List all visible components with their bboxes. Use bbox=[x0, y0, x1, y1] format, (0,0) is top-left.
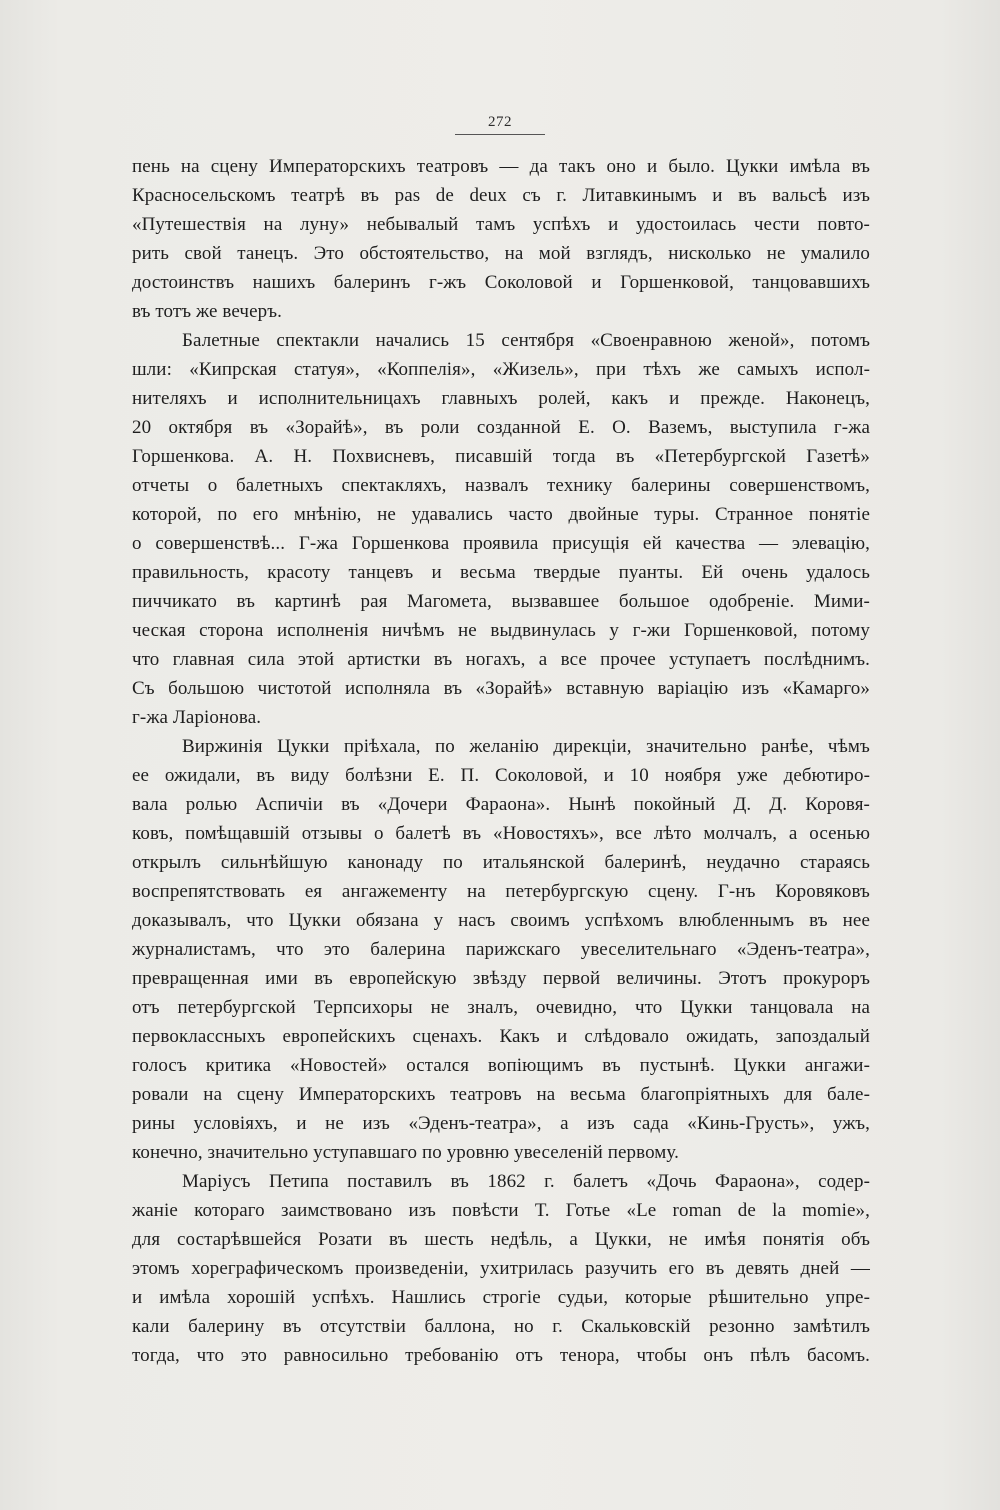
text-line: ковъ, помѣщавшій отзывы о балетѣ въ «Новостяхъ», все лѣто молчалъ, а осенью bbox=[132, 823, 870, 844]
text-line: достоинствъ нашихъ балеринъ г-жъ Соколовой и Горшенковой, танцовавшихъ bbox=[132, 272, 870, 293]
text-line: Съ большою чистотой исполняла въ «Зорайѣ» вставную варіацію изъ «Камарго» bbox=[132, 678, 870, 699]
text-line: «Путешествія на луну» небывалый тамъ успѣхъ и удостоилась чести повто- bbox=[132, 214, 870, 235]
text-line: Виржинія Цукки пріѣхала, по желанію дирекціи, значительно ранѣе, чѣмъ bbox=[182, 736, 870, 757]
text-line: нителяхъ и исполнительницахъ главныхъ ролей, какъ и прежде. Наконецъ, bbox=[132, 388, 870, 409]
text-line: Балетные спектакли начались 15 сентября «Своенравною женой», потомъ bbox=[182, 330, 870, 351]
text-line: рины условіяхъ, и не изъ «Эденъ-театра», а изъ сада «Кинь-Грусть», ужъ, bbox=[132, 1113, 870, 1134]
text-line: г-жа Ларіонова. bbox=[132, 707, 262, 728]
text-line: отъ петербургской Терпсихоры не зналъ, очевидно, что Цукки танцовала на bbox=[132, 997, 870, 1018]
paragraph-3 bbox=[132, 732, 870, 1167]
paragraph-2 bbox=[132, 326, 870, 732]
paragraph-4 bbox=[132, 1167, 870, 1370]
text-line: вала ролью Аспичіи въ «Дочери Фараона». Нынѣ покойный Д. Д. Коровя- bbox=[132, 794, 870, 815]
text-line: Маріусъ Петипа поставилъ въ 1862 г. балетъ «Дочь Фараона», содер- bbox=[182, 1171, 870, 1192]
text-line: которой, по его мнѣнію, не удавались часто двойные туры. Странное понятіе bbox=[132, 504, 870, 525]
text-line: пень на сцену Императорскихъ театровъ — да такъ оно и было. Цукки имѣла въ bbox=[132, 156, 870, 177]
text-line: что главная сила этой артистки въ ногахъ, а все прочее уступаетъ послѣднимъ. bbox=[132, 649, 870, 670]
text-line: тогда, что это равносильно требованію отъ тенора, чтобы онъ пѣлъ басомъ. bbox=[132, 1345, 870, 1366]
text-line: шли: «Кипрская статуя», «Коппелія», «Жизель», при тѣхъ же самыхъ испол- bbox=[132, 359, 870, 380]
text-line: для состарѣвшейся Розати въ шесть недѣль, а Цукки, не имѣя понятія объ bbox=[132, 1229, 870, 1250]
header-rule bbox=[455, 134, 545, 135]
text-line: ческая сторона исполненія ничѣмъ не выдвинулась у г-жи Горшенковой, потому bbox=[132, 620, 870, 641]
text-line: о совершенствѣ... Г-жа Горшенкова проявила присущія ей качества — элевацію, bbox=[132, 533, 870, 554]
text-line: правильность, красоту танцевъ и весьма твердые пуанты. Ей очень удалось bbox=[132, 562, 870, 583]
text-line: рить свой танецъ. Это обстоятельство, на мой взглядъ, нисколько не умалило bbox=[132, 243, 870, 264]
text-line: журналистамъ, что это балерина парижскаго увеселительнаго «Эденъ-театра», bbox=[132, 939, 870, 960]
text-line: Горшенкова. А. Н. Похвисневъ, писавшій тогда въ «Петербургской Газетѣ» bbox=[132, 446, 870, 467]
paragraph-1 bbox=[132, 152, 870, 326]
page-number: 272 bbox=[488, 114, 512, 130]
text-line: кали балерину въ отсутствіи баллона, но г. Скальковскій резонно замѣтилъ bbox=[132, 1316, 870, 1337]
text-line: открылъ сильнѣйшую канонаду по итальянской балеринѣ, неудачно стараясь bbox=[132, 852, 870, 873]
text-line: превращенная ими въ европейскую звѣзду первой величины. Этотъ прокуроръ bbox=[132, 968, 870, 989]
text-line: первоклассныхъ европейскихъ сценахъ. Какъ и слѣдовало ожидать, запоздалый bbox=[132, 1026, 870, 1047]
text-line: доказывалъ, что Цукки обязана у насъ своимъ успѣхомъ влюбленнымъ въ нее bbox=[132, 910, 870, 931]
text-line: ее ожидали, въ виду болѣзни Е. П. Соколовой, и 10 ноября уже дебютиро- bbox=[132, 765, 870, 786]
text-line: этомъ хореграфическомъ произведеніи, ухитрилась разучить его въ девять дней — bbox=[132, 1258, 870, 1279]
text-line: и имѣла хорошій успѣхъ. Нашлись строгіе судьи, которые рѣшительно упре- bbox=[132, 1287, 870, 1308]
text-line: голосъ критика «Новостей» остался вопіющимъ въ пустынѣ. Цукки ангажи- bbox=[132, 1055, 870, 1076]
text-line: жаніе котораго заимствовано изъ повѣсти Т. Готье «Le roman de la momie», bbox=[132, 1200, 870, 1221]
text-line: отчеты о балетныхъ спектакляхъ, назвалъ технику балерины совершенствомъ, bbox=[132, 475, 870, 496]
text-line: пиччикато въ картинѣ рая Магомета, вызвавшее большое одобреніе. Мими- bbox=[132, 591, 870, 612]
text-line: въ тотъ же вечеръ. bbox=[132, 301, 282, 322]
text-line: 20 октября въ «Зорайѣ», въ роли созданной Е. О. Ваземъ, выступила г-жа bbox=[132, 417, 870, 438]
body-text bbox=[132, 152, 870, 1370]
text-line: воспрепятствовать ея ангажементу на петербургскую сцену. Г-нъ Коровяковъ bbox=[132, 881, 870, 902]
text-line: конечно, значительно уступавшаго по уровню увеселеній первому. bbox=[132, 1142, 679, 1163]
text-line: ровали на сцену Императорскихъ театровъ на весьма благопріятныхъ для бале- bbox=[132, 1084, 870, 1105]
text-line: Красносельскомъ театрѣ въ pas de deux съ г. Литавкинымъ и въ вальсѣ изъ bbox=[132, 185, 870, 206]
